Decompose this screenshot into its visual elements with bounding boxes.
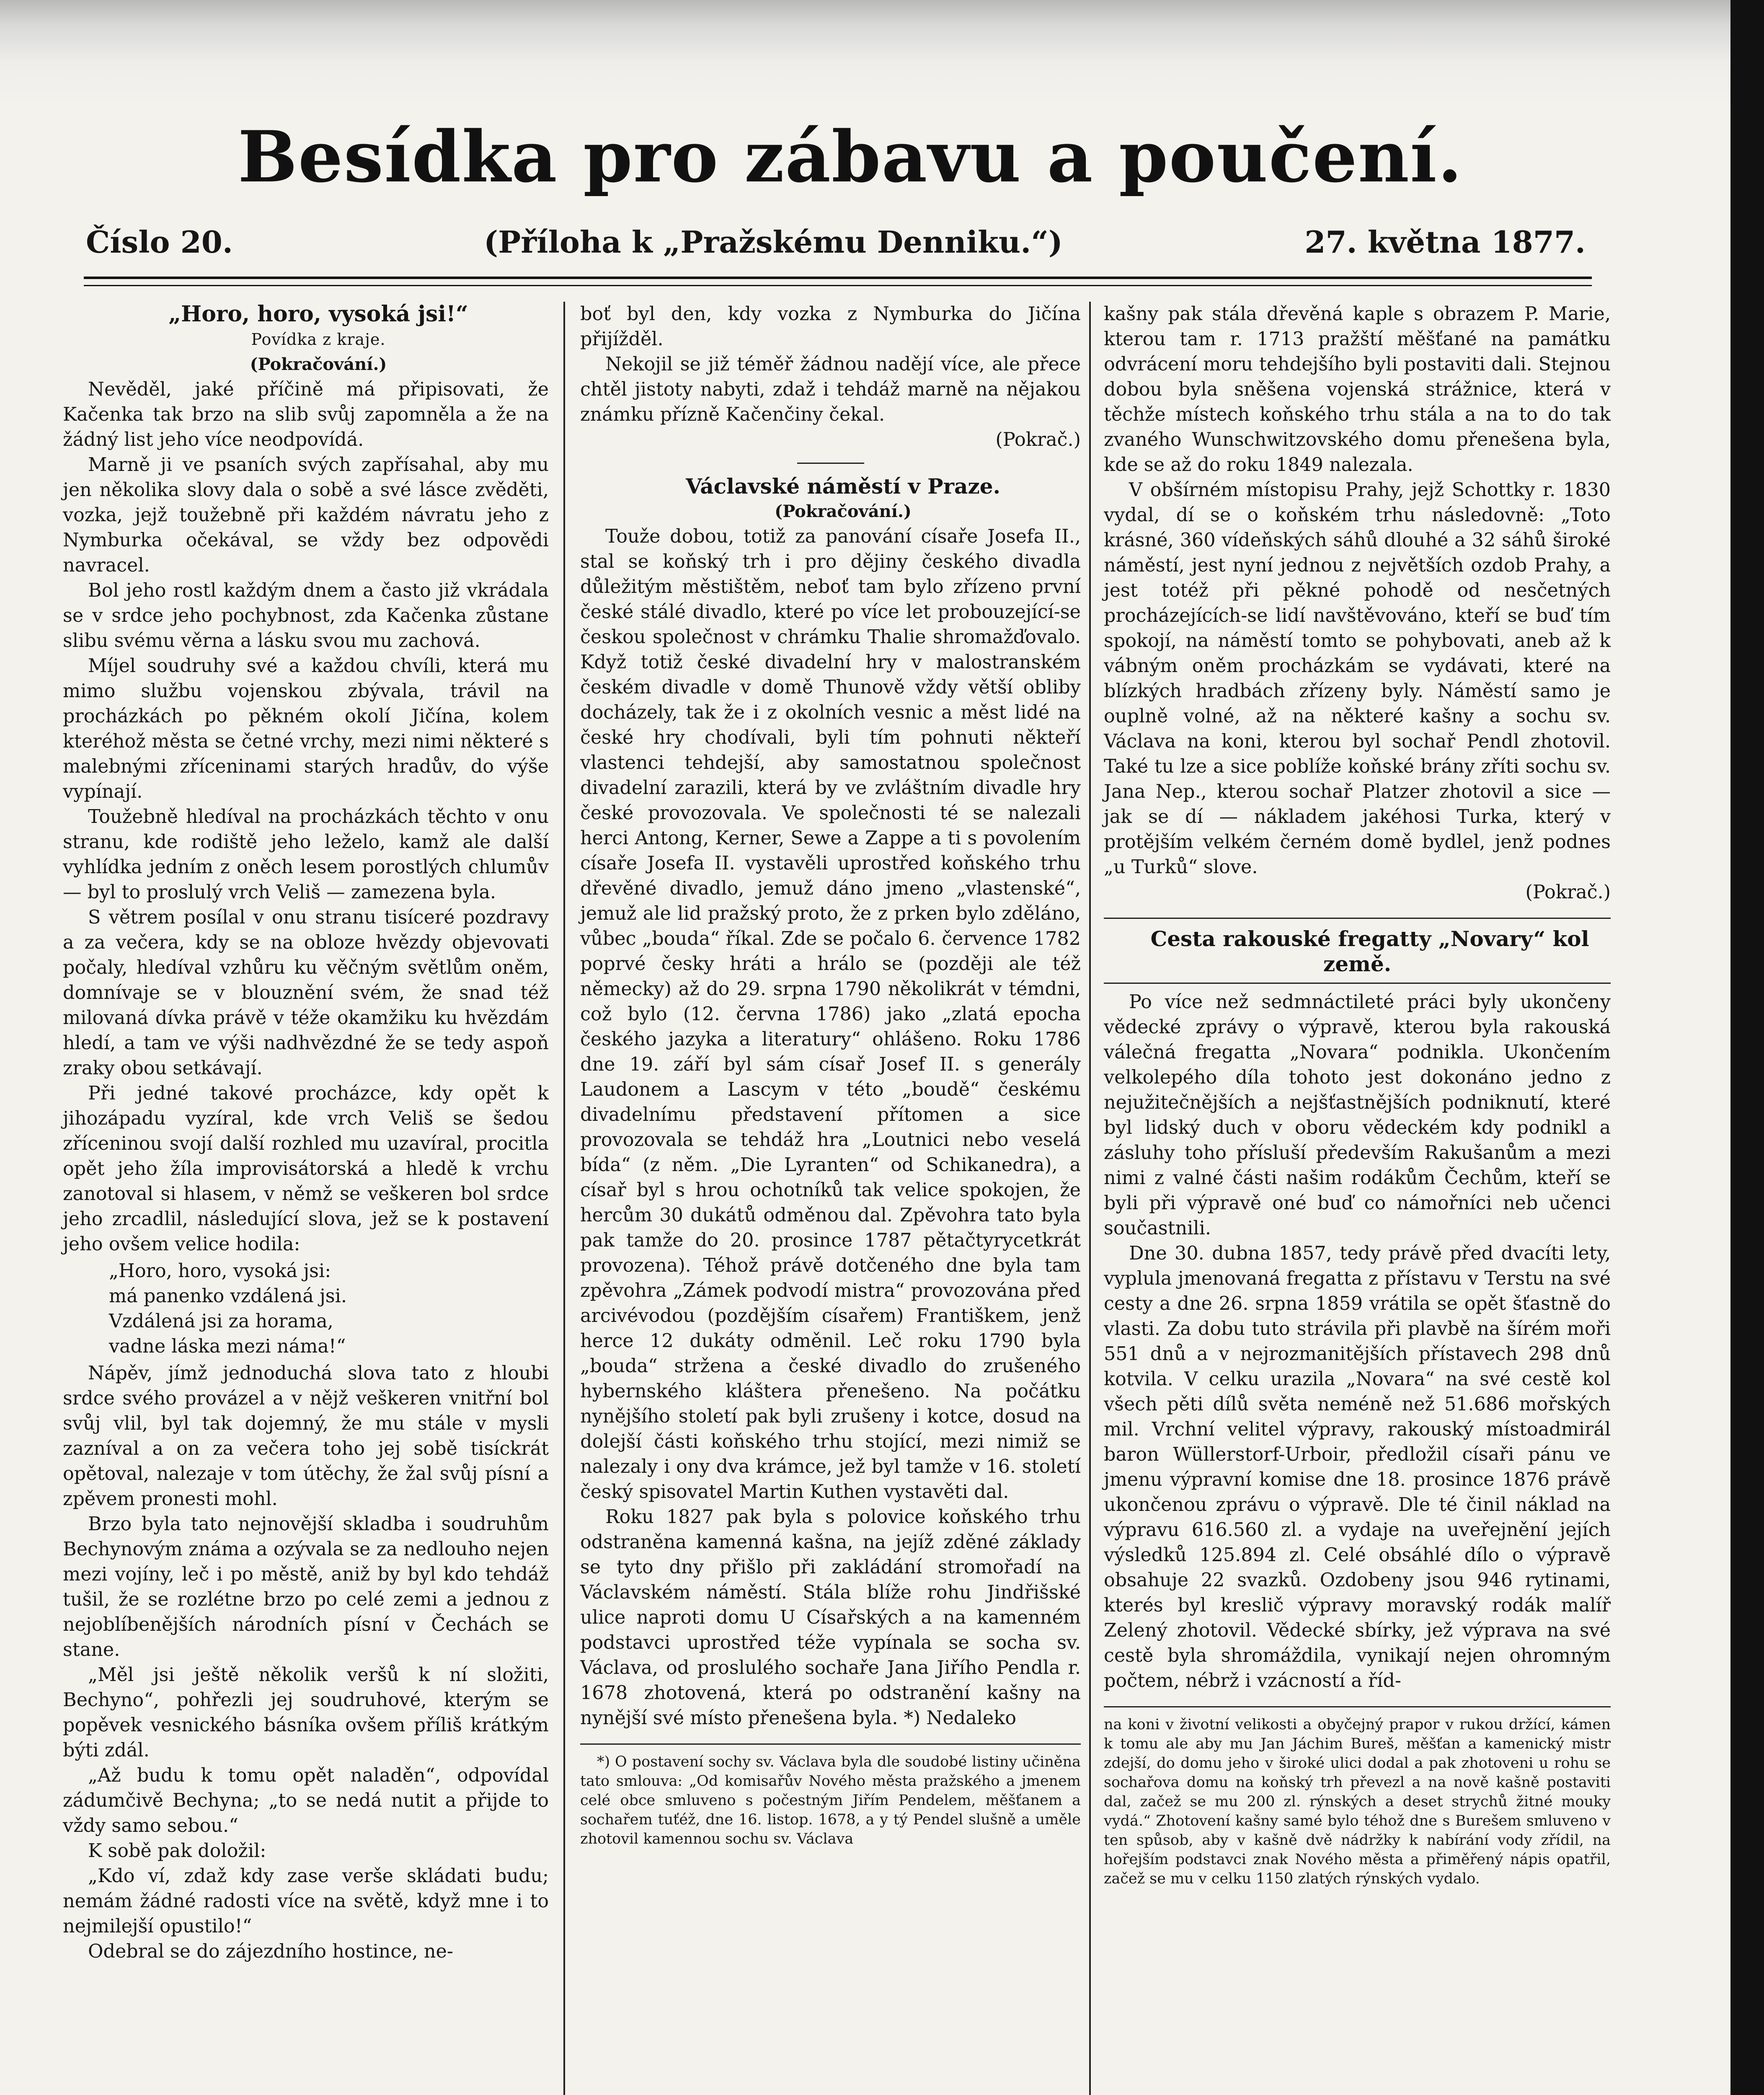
- paragraph: boť byl den, kdy vozka z Nymburka do Jičína přijížděl.: [580, 303, 1081, 350]
- section-rule: [1104, 918, 1611, 919]
- heading-rule: [1104, 983, 1611, 984]
- paragraph: Marně ji ve psaních svých zapřísahal, aby mu jen několika slovy dala o sobě a své lásce zvěděti, vozka, jejž toužebně při každém návratu jeho z Nymburka očekával, se vždy bez odpovědi navracel.: [63, 454, 549, 576]
- paragraph: „Kdo ví, zdaž kdy zase verše skládati budu; nemám žádné radosti více na světě, když mne i to nejmilejší opustilo!“: [63, 1865, 549, 1937]
- continued-label: (Pokračování.): [250, 354, 387, 374]
- paragraph: Po více než sedmnáctileté práci byly ukončeny vědecké zprávy o výpravě, kterou byla rakouská válečná fregatta „Novara“ podnikla. Ukončením velkolepého díla tohoto jest dokonáno jedno z nejužitečnějších a nejšťastnějších podniknutí, které byl lidský duch v oboru vědeckém kdy podnikl a zásluhy toho přísluší především Rakušanům a mezi nimi z valné části našim rodákům Čechům, kteří se byli při výpravě oné buď co námořníci neb učenci součastnili.: [1104, 991, 1611, 1239]
- masthead-title: Besídka pro zábavu a poučení.: [238, 115, 1463, 198]
- footnote-rule: [580, 1743, 1081, 1745]
- footnote-text: *) O postavení sochy sv. Václava byla dle soudobé listiny učiněna tato smlouva: „Od komisařův Nového města pražského a jmenem celé obce smluveno s počestným Jiřím Pendelem, měšťanem a sochařem tuťéž, dne 16. listop. 1678, a y tý Pendel slušně a uměle zhotovil kamennou sochu sv. Václava: [580, 1754, 1081, 1847]
- footnote: [580, 1752, 1081, 1849]
- paragraph: Nekojil se již téměř žádnou nadějí více, ale přece chtěl jistoty nabyti, zdaž i tehdáž marně na nějakou známku přízně Kačenčiny čekal.: [580, 354, 1081, 425]
- paragraph: Nevěděl, jaké příčině má připisovati, že Kačenka tak brzo na slib svůj zapomněla a že na žádný list jeho více neodpovídá.: [63, 379, 549, 450]
- column-1: [63, 302, 549, 1964]
- column-3: [1104, 302, 1611, 1888]
- paragraph: „Až budu k tomu opět naladěn“, odpovídal zádumčivě Bechyna; „to se nedá nutit a přijde to vždy samo sebou.“: [63, 1765, 549, 1836]
- story-subtitle: Povídka z kraje.: [251, 330, 386, 349]
- continued-note: (Pokrač.): [1525, 882, 1611, 903]
- section-rule: [797, 463, 864, 464]
- paragraph: V obšírném místopisu Prahy, jejž Schottky r. 1830 vydal, dí se o koňském trhu následovně: „Toto krásné, 360 vídeňských sáhů dlouhé a 32 sáhů široké náměstí, jest nyní jednou z největších ozdob Prahy, a jest totéž při pěkné pohodě od nesčetných procházejících-se lidí navštěvováno, kteří se buď tím spokojí, na náměstí tomto se pohybovati, aneb až k vábným oněm procházkám se vydávati, které na blízkých hradbách zřízeny byly. Náměstí samo je ouplně volné, až na některé kašny a sochu sv. Václava na koni, kterou byl sochař Pendl zhotovil. Také tu lze a sice poblíže koňské brány zříti sochu sv. Jana Nep., kterou sochař Platzer zhotovil a sice — jak se dí — nákladem jakéhosi Turka, který v protějším velkém černém domě bydlel, jenž podnes „u Turků“ slove.: [1104, 479, 1611, 878]
- paragraph: S větrem posílal v onu stranu tisíceré pozdravy a za večera, kdy se na obloze hvězdy objevovati počaly, hledíval vzhůru ku věčným světlům oněm, domnívaje se v blouznění svém, že snad též milovaná dívka právě v téže okamžiku ku hvězdám hledí, a tam ve výši nadhvězdné že se tedy aspoň zraky obou setkávají.: [63, 907, 549, 1079]
- footnote: [1104, 1715, 1611, 1888]
- article-heading: Cesta rakouské fregatty „Novary“ kol země.: [1150, 926, 1589, 976]
- continued-label: (Pokračování.): [775, 502, 912, 521]
- column-divider: [563, 302, 565, 2095]
- paragraph: „Měl jsi ještě několik veršů k ní složiti, Bechyno“, pohřezli jej soudruhové, kterým se popěvek vesnického básníka ovšem příliš krátkým býti zdál.: [63, 1664, 549, 1761]
- issue-date: 27. května 1877.: [1304, 224, 1586, 260]
- supplement-note: (Příloha k „Pražskému Denniku.“): [484, 224, 1063, 260]
- paragraph: Dne 30. dubna 1857, tedy právě před dvacíti lety, vyplula jmenovaná fregatta z přístavu v Terstu na své cesty a dne 26. srpna 1859 vrátila se opět šťastně do vlasti. Za dobu tuto strávila při plavbě na šírém moři 551 dnů a v nejrozmanitějších přístavech 298 dnů kotvila. V celku urazila „Novara“ na své cestě kol všech pěti dílů světa neméně než 51.686 mořských mil. Vrchní velitel výpravy, rakouský místoadmirál baron Wüllerstorf-Urboir, předložil císaři pánu ve jmenu výpravní komise dne 18. prosince 1876 právě ukončenou zprávu o výpravě. Dle té činil náklad na výpravu 616.560 zl. a vydaje na uveřejnění jejích výsledků 125.894 zl. Celé obsáhlé dílo o výpravě obsahuje 22 svazků. Ozdobeny jsou 946 rytinami, kterés byl kreslič výpravy moravský rodák malíř Zelený zhotovil. Vědecké sbírky, jež výprava na své cestě byla shromáždila, vynikají nejen ohromným počtem, nébrž i vzácností a říd-: [1104, 1243, 1611, 1692]
- footnote-rule: [1104, 1706, 1611, 1707]
- issue-number: Číslo 20.: [86, 224, 233, 260]
- paragraph: kašny pak stála dřevěná kaple s obrazem P. Marie, kterou tam r. 1713 pražští měšťané na památku odvrácení moru tehdejšího byli postaviti dali. Stejnou dobou byla sněšena vojenská strážnice, která v těchže místech koňského trhu stála a na to do tak zvaného Wunschwitzovského domu přenešena byla, kde se až do roku 1849 nalezala.: [1104, 303, 1611, 476]
- paragraph: Nápěv, jímž jednoduchá slova tato z hloubi srdce svého provázel a v nějž veškeren vnitřní bol svůj vlil, byl tak dojemný, že mu stále v mysli zazníval a on za večera toho jej sobě tisíckrát opětoval, nalezaje v tom útěchy, že žal svůj písní a zpěvem pronesti mohl.: [63, 1363, 549, 1510]
- poem-line: vadne láska mezi náma!“: [109, 1336, 346, 1357]
- continued-note: (Pokrač.): [995, 429, 1081, 450]
- paragraph: Při jedné takové procházce, kdy opět k jihozápadu vyzíral, kde vrch Veliš se šedou zříceninou svojí další rozhled mu uzavíral, procitla opět jeho žíla improvisátorská a hledě k vrchu zanotoval si hlasem, v němž se veškeren bol srdce jeho zrcadlil, následující slova, jež se k postavení jeho ovšem velice hodila:: [63, 1083, 549, 1255]
- paragraph: Bol jeho rostl každým dnem a často již vkrádala se v srdce jeho pochybnost, zda Kačenka zůstane slibu svému věrna a lásku svou mu zachová.: [63, 580, 549, 652]
- paragraph: Odebral se do zájezdního hostince, ne-: [88, 1941, 453, 1962]
- paragraph: Toužebně hledíval na procházkách těchto v onu stranu, kde rodiště jeho leželo, kamž ale další vyhlídka jedním z oněch lesem porostlých chlumův — byl to proslulý vrch Veliš — zamezena byla.: [63, 806, 549, 903]
- poem-line: Vzdálená jsi za horama,: [109, 1311, 333, 1332]
- poem-line: „Horo, horo, vysoká jsi:: [109, 1260, 331, 1282]
- paragraph: K sobě pak doložil:: [88, 1840, 266, 1862]
- paragraph: Brzo byla tato nejnovější skladba i soudruhům Bechynovým známa a ozývala se za nedlouho nejen mezi vojíny, leč i po městě, aniž by byl kdo tehdáž tušil, že se rozlétne brzo po celé zemi a jednou z nejoblíbenějších národních písní v Čechách se stane.: [63, 1513, 549, 1660]
- poem: [109, 1259, 549, 1359]
- paragraph: Touže dobou, totiž za panování císaře Josefa II., stal se koňský trh i pro dějiny českého divadla důležitým městištěm, neboť tam bylo zřízeno první české stálé divadlo, které po více let probouzející-se českou společnost v chrámku Thalie shromažďovalo. Když totiž české divadelní hry v malostranském českém divadle v domě Thunově vždy větší obliby docházely, tak že i z okolních vesnic a měst lidé na české hry chodívali, byli tím pohnuti někteří vlastenci tehdejší, aby samostatnou společnost divadelní zarazili, která by ve zvláštním divadle hry české provozovala. Ve společnosti té se nalezali herci Antong, Kerner, Sewe a Zappe a ti s povolením císaře Josefa II. vystavěli uprostřed koňského trhu dřevěné divadlo, jemuž dáno jmeno „vlastenské“, jemuž ale lid pražský proto, že z prken bylo zděláno, vůbec „bouda“ říkal. Zde se počalo 6. července 1782 poprvé česky hráti a hrálo se (později ale též německy) až do 29. srpna 1790 několikrát v témdni, což bylo (12. června 1786) jako „zlatá epocha českého jazyka a literatury“ ohlášeno. Roku 1786 dne 19. září byl sám císař Josef II. s generály Laudonem a Lascym v této „boudě“ českému divadelnímu představení přítomen a sice provozovala se tehdáž hra „Loutnici nebo veselá bída“ (z něm. „Die Lyranten“ od Schikanedra), a císař byl s hrou ochotníků tak velice spokojen, že hercům 30 dukátů odměnou dal. Zpěvohra tato byla pak tamže do 20. prosince 1787 pětačtyrycetkrát provozena). Téhož právě dotčeného dne byla tam zpěvohra „Zámek podvodí mistra“ provozována před arcivévodou (pozdějším císařem) Františkem, jenž herce 12 dukáty odměnil. Leč roku 1790 byla „bouda“ stržena a české divadlo do zrušeného hybernského kláštera přenešeno. Na počátku nynějšího století pak byli zrušeny i kotce, dosud na dolejší části koňského trhu stojící, mezi nimiž se nalezaly i ony dva krámce, jež byl tamže v 16. století český spisovatel Martin Kuthen vystavěti dal.: [580, 526, 1081, 1503]
- paragraph: Roku 1827 pak byla s polovice koňského trhu odstraněna kamenná kašna, na jejíž zděné základy se tyto dny přišlo při zakládání stromořadí na Václavském náměstí. Stála blíže rohu Jindřišské ulice naproti domu U Císařských a na kamenném podstavci uprostřed téže vypínala se socha sv. Václava, od proslulého sochaře Jana Jiřího Pendla r. 1678 zhotovená, která po odstranění kašny na nynější své místo přenešena byla. *) Nedaleko: [580, 1506, 1081, 1729]
- footnote-text: na koni v životní velikosti a obyčejný prapor v rukou držící, kámen k tomu ale aby mu Jan Jáchim Bureš, měšťan a kamenický mistr zdejší, do domu jeho v široké ulici dodal a pak zhotoveni u rohu se sochařova domu na koňský trh převezl a na nově kašně postaviti dal, začež se mu 200 zl. rýnských a deset strychů žitné mouky vydá.“ Zhotovení kašny samé bylo téhož dne s Burešem smluveno v ten spůsob, aby v kašně dvě nádržky k nabírání vody zřídil, na hořejším podstavci znak Nového města a přiměřený nápis opatřil, začež se mu v celku 1150 zlatých rýnských vydalo.: [1104, 1716, 1611, 1887]
- article-heading: Václavské náměstí v Praze.: [685, 474, 1001, 499]
- paragraph: Míjel soudruhy své a každou chvíli, která mu mimo službu vojenskou zbývala, trávil na procházkách po pěkném okolí Jičína, kolem kteréhož města se četné vrchy, mezi nimi některé s malebnými zříceninami starých hradův, do výše vypínají.: [63, 655, 549, 802]
- masthead-rule: [84, 277, 1592, 286]
- issue-line: [86, 224, 1586, 274]
- column-divider: [1089, 302, 1091, 2095]
- column-2: [580, 302, 1081, 1849]
- story-title: „Horo, horo, vysoká jsi!“: [168, 301, 468, 327]
- poem-line: má panenko vzdálená jsi.: [109, 1285, 347, 1307]
